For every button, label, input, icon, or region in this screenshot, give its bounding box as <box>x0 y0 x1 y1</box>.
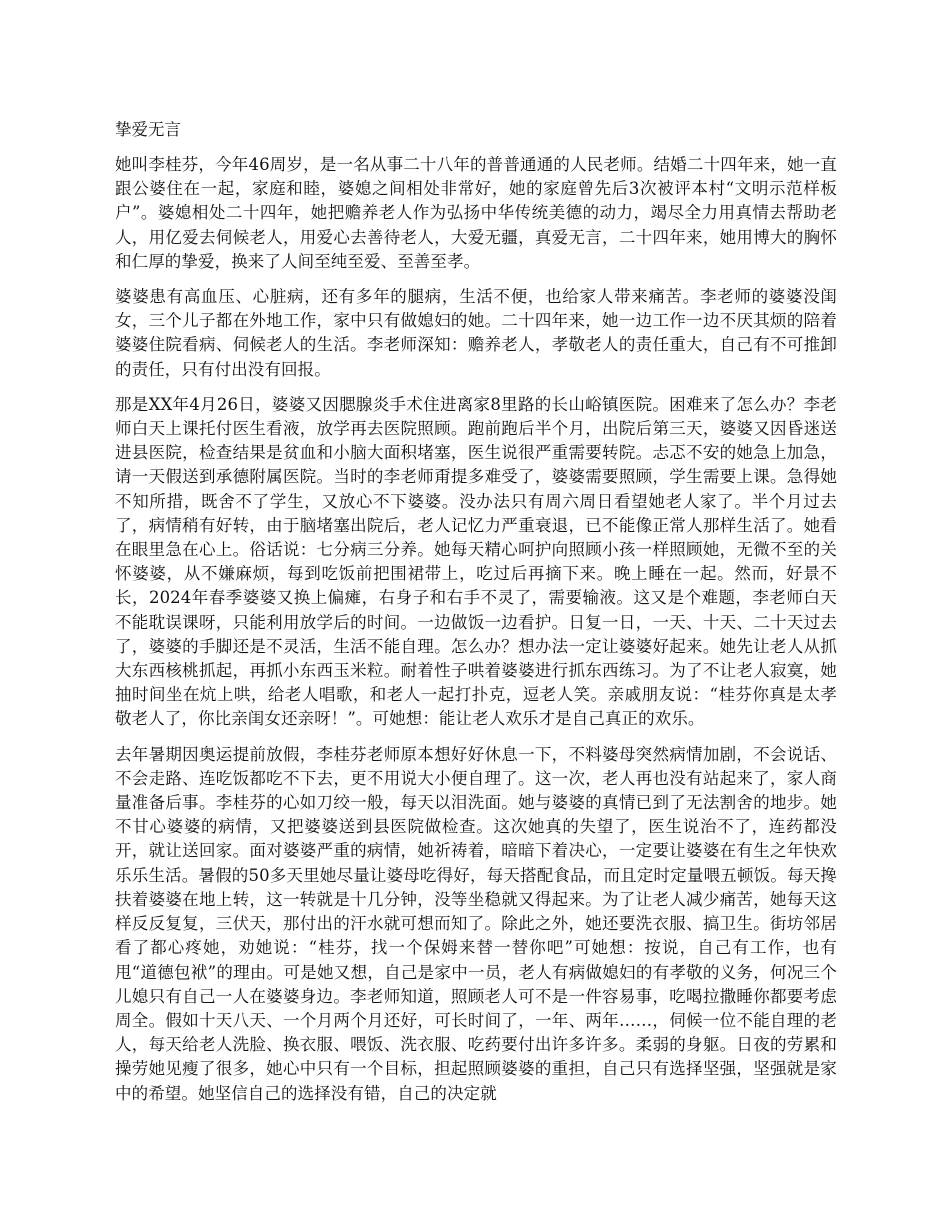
document-page <box>115 118 837 1117</box>
document-title: 挚爱无言 <box>115 120 181 139</box>
paragraph-2: 婆婆患有高血压、心脏病，还有多年的腿病，生活不便，也给家人带来痛苦。李老师的婆婆没闺女，三个儿子都在外地工作，家中只有做媳妇的她。二十四年来，她一边工作一边不厌其烦的陪着婆婆住院看病、伺候老人的生活。李老师深知：赡养老人，孝敬老人的责任重大，自己有不可推卸的责任，只有付出没有回报。 <box>115 287 837 379</box>
paragraph-3: 那是XX年4月26日，婆婆又因腮腺炎手术住进离家8里路的长山峪镇医院。困难来了怎么办？李老师白天上课托付医生看液，放学再去医院照顾。跑前跑后半个月，出院后第三天，婆婆又因昏迷送进县医院，检查结果是贫血和小脑大面积堵塞，医生说很严重需要转院。忐忑不安的她急上加急，请一天假送到承德附属医院。当时的李老师甭提多难受了，婆婆需要照顾，学生需要上课。急得她不知所措，既舍不了学生，又放心不下婆婆。没办法只有周六周日看望她老人家了。半个月过去了，病情稍有好转，由于脑堵塞出院后，老人记忆力严重衰退，已不能像正常人那样生活了。她看在眼里急在心上。俗话说：七分病三分养。她每天精心呵护向照顾小孩一样照顾她，无微不至的关怀婆婆，从不嫌麻烦，每到吃饭前把围裙带上，吃过后再摘下来。晚上睡在一起。然而，好景不长，2024年春季婆婆又换上偏瘫，右身子和右手不灵了，需要输液。这又是个难题，李老师白天不能耽误课呀，只能利用放学后的时间。一边做饭一边看护。日复一日，一天、十天、二十天过去了，婆婆的手脚还是不灵活，生活不能自理。怎么办？想办法一定让婆婆好起来。她先让老人从抓大东西核桃抓起，再抓小东西玉米粒。耐着性子哄着婆婆进行抓东西练习。为了不让老人寂寞，她抽时间坐在炕上哄，给老人唱歌，和老人一起打扑克，逗老人笑。亲戚朋友说：“桂芬你真是太孝敬老人了，你比亲闺女还亲呀！”。可她想：能让老人欢乐才是自己真正的欢乐。 <box>115 394 837 729</box>
paragraph-1: 她叫李桂芬，今年46周岁，是一名从事二十八年的普普通通的人民老师。结婚二十四年来，她一直跟公婆住在一起，家庭和睦，婆媳之间相处非常好，她的家庭曾先后3次被评本村“文明示范样板户”。婆媳相处二十四年，她把赡养老人作为弘扬中华传统美德的动力，竭尽全力用真情去帮助老人，用亿爱去伺候老人，用爱心去善待老人，大爱无疆，真爱无言，二十四年来，她用博大的胸怀和仁厚的挚爱，换来了人间至纯至爱、至善至孝。 <box>115 155 837 271</box>
paragraph-4: 去年暑期因奥运提前放假，李桂芬老师原本想好好休息一下，不料婆母突然病情加剧，不会说话、不会走路、连吃饭都吃不下去，更不用说大小便自理了。这一次，老人再也没有站起来了，家人商量准备后事。李桂芬的心如刀绞一般，每天以泪洗面。她与婆婆的真情已到了无法割舍的地步。她不甘心婆婆的病情，又把婆婆送到县医院做检查。这次她真的失望了，医生说治不了，连药都没开，就让送回家。面对婆婆严重的病情，她祈祷着，暗暗下着决心，一定要让婆婆在有生之年快欢乐乐生活。暑假的50多天里她尽量让婆母吃得好，每天搭配食品，而且定时定量喂五顿饭。每天搀扶着婆婆在地上转，这一转就是十几分钟，没等坐稳就又得起来。为了让老人减少痛苦，她每天这样反反复复，三伏天，那付出的汗水就可想而知了。除此之外，她还要洗衣服、搞卫生。街坊邻居看了都心疼她，劝她说：“桂芬，找一个保姆来替一替你吧”可她想：按说，自己有工作，也有甩“道德包袱”的理由。可是她又想，自己是家中一员，老人有病做媳妇的有孝敬的义务，何况三个儿媳只有自己一人在婆婆身边。李老师知道，照顾老人可不是一件容易事，吃喝拉撒睡你都要考虑周全。假如十天八天、一个月两个月还好，可长时间了，一年、两年……，伺候一位不能自理的老人，每天给老人洗脸、换衣服、喂饭、洗衣服、吃药要付出许多许多。柔弱的身躯。日夜的劳累和操劳她见瘦了很多，她心中只有一个目标，担起照顾婆婆的重担，自己只有选择坚强，坚强就是家中的希望。她坚信自己的选择没有错，自己的决定就 <box>115 744 837 1103</box>
